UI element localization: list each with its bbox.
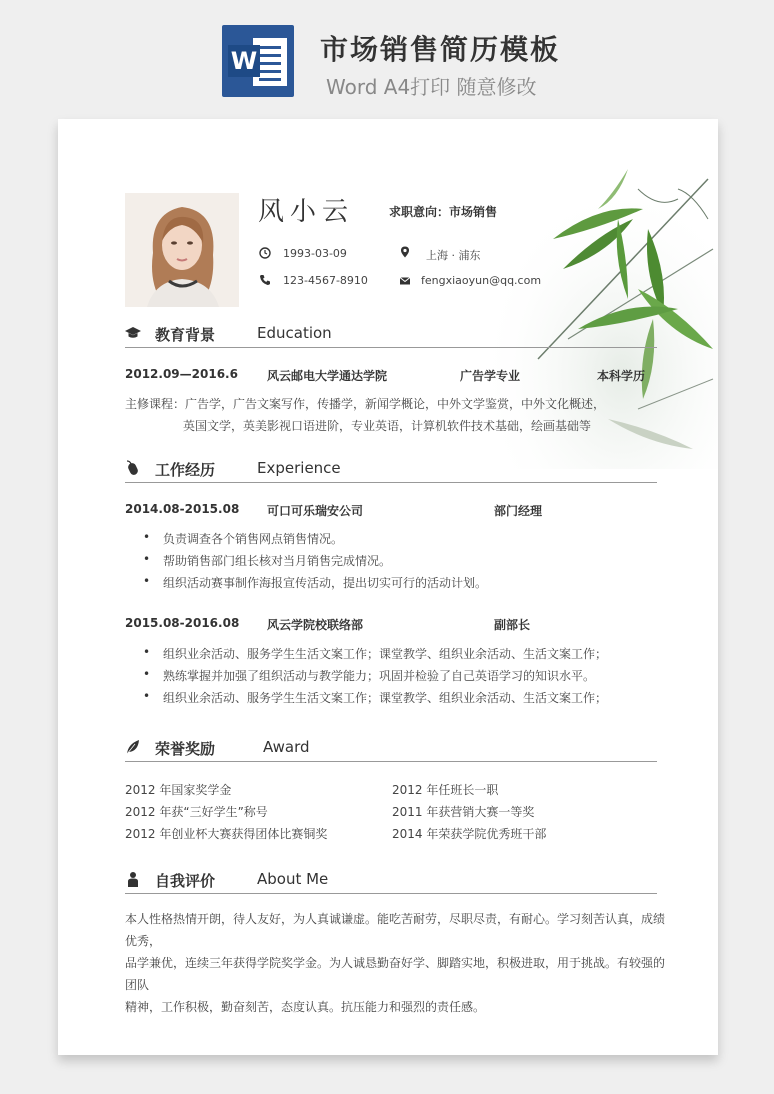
mouse-icon [125, 460, 141, 476]
template-title: 市场销售简历模板 [320, 33, 561, 66]
award-item: 2011 年获营销大赛一等奖 [392, 805, 535, 819]
leaf-icon [125, 739, 141, 755]
experience-section-header [125, 456, 657, 483]
phone-number: 123-4567-8910 [283, 274, 368, 287]
job-2-role: 副部长 [494, 618, 531, 632]
template-subtitle: Word A4打印 随意修改 [326, 75, 537, 99]
education-courses-line-1: 主修课程：广告学，广告文案写作，传播学，新闻学概论，中外文学鉴赏，中外文化概述， [125, 397, 606, 411]
education-major: 广告学专业 [460, 369, 521, 383]
education-period: 2012.09—2016.6 [125, 367, 238, 381]
about-title: 自我评价 [155, 872, 216, 890]
profile-photo [125, 193, 239, 307]
experience-title: 工作经历 [155, 461, 216, 479]
self-evaluation-line: 精神，工作积极，勤奋刻苦，态度认真。抗压能力和强烈的责任感。 [125, 1000, 486, 1014]
education-degree: 本科学历 [597, 369, 646, 383]
award-item: 2012 年创业杯大赛获得团体比赛铜奖 [125, 827, 328, 841]
education-courses-line-2: 英国文学，英美影视口语进阶，专业英语，计算机软件技术基础，绘画基础等 [183, 419, 592, 433]
education-section-header [125, 321, 657, 348]
job-1-duty: • 负责调查各个销售网点销售情况。 [145, 530, 343, 547]
resume-page [58, 119, 718, 1055]
job-intent: 求职意向：市场销售 [389, 205, 498, 219]
experience-title-en: Experience [257, 459, 341, 477]
job-1-role: 部门经理 [494, 504, 543, 518]
email: fengxiaoyun@qq.com [421, 274, 542, 287]
self-evaluation-line: 本人性格热情开朗，待人友好，为人真诚谦虚。能吃苦耐劳，尽职尽责，有耐心。学习刻苦认真，成绩优秀， [125, 912, 666, 948]
job-2-duty: • 组织业余活动、服务学生生活文案工作；课堂教学、组织业余活动、生活文案工作； [145, 689, 607, 706]
candidate-name: 风小云 [258, 197, 355, 227]
birth-date: 1993-03-09 [283, 247, 347, 260]
award-title: 荣誉奖励 [155, 740, 216, 758]
job-2-period: 2015.08-2016.08 [125, 616, 240, 630]
word-letter: W [228, 45, 260, 77]
job-1-company: 可口可乐瑞安公司 [267, 504, 364, 518]
education-title: 教育背景 [155, 326, 216, 344]
about-section-header [125, 867, 657, 894]
self-evaluation [125, 908, 665, 1018]
award-title-en: Award [263, 738, 310, 756]
self-evaluation-line: 品学兼优，连续三年获得学院奖学金。为人诚恳勤奋好学、脚踏实地，积极进取，用于挑战。有较强的团队 [125, 956, 666, 992]
person-icon [125, 871, 141, 887]
award-item: 2012 年任班长一职 [392, 783, 499, 797]
location-pin-icon [399, 246, 411, 258]
education-school: 风云邮电大学通达学院 [267, 369, 388, 383]
clock-icon [259, 247, 271, 259]
job-2-company: 风云学院校联络部 [267, 618, 364, 632]
education-title-en: Education [257, 324, 332, 342]
about-title-en: About Me [257, 870, 329, 888]
job-1-duty: • 帮助销售部门组长核对当月销售完成情况。 [145, 552, 391, 569]
award-section-header [125, 735, 657, 762]
location: 上海 · 浦东 [426, 249, 481, 262]
award-item: 2012 年国家奖学金 [125, 783, 232, 797]
award-item: 2012 年获“三好学生”称号 [125, 805, 268, 819]
award-item: 2014 年荣获学院优秀班干部 [392, 827, 547, 841]
graduation-cap-icon [125, 325, 141, 341]
word-icon [222, 25, 294, 97]
job-2-duty: • 组织业余活动、服务学生生活文案工作；课堂教学、组织业余活动、生活文案工作； [145, 645, 607, 662]
job-1-period: 2014.08-2015.08 [125, 502, 240, 516]
phone-icon [259, 274, 271, 286]
mail-icon [399, 275, 411, 287]
job-1-duty: • 组织活动赛事制作海报宣传活动，提出切实可行的活动计划。 [145, 574, 487, 591]
job-2-duty: • 熟练掌握并加强了组织活动与教学能力；巩固并检验了自己英语学习的知识水平。 [145, 667, 595, 684]
